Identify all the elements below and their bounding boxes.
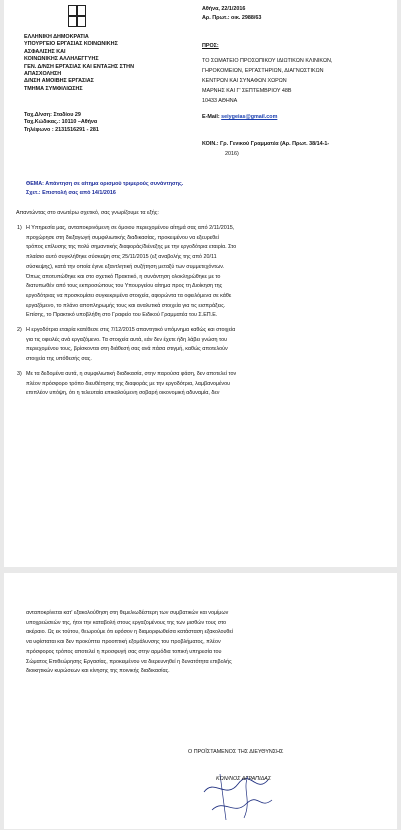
paragraph-line: διοικητικών κυρώσεων και κίνησης της ποινικής διαδικασίας. [26,668,170,675]
email-line [202,114,277,121]
paragraph-line: για τις οφειλές ανά εργαζόμενο. Τα στοιχεία αυτά, εάν δεν έχετε ήδη λάβει γνώση του [26,336,228,343]
numbered-paragraph-1 [17,224,378,321]
issuer-line: ΚΟΙΝΩΝΙΚΗΣ ΑΛΛΗΛΕΓΓΥΗΣ [24,56,99,63]
paragraph-number: 2) [17,327,22,333]
document-page-1 [4,0,397,567]
contact-line: Ταχ.Δ/νση: Σταδίου 29 [24,112,81,118]
contact-block [24,112,194,134]
contact-line: Ταχ.Κώδικας.: 10110 –Αθήνα [24,119,98,126]
paragraph-line: υποχρεώσεών της, ήτοι την καταβολή στους εργαζομένους της των μισθών τους στο [26,619,227,626]
paragraph-line: ανταποκρίνεται κατ' εξακολούθηση στη θεμελιωδέστερη των συμβατικών και νομίμων [26,610,229,616]
recipient-line: ΤΟ ΣΩΜΑΤΕΙΟ ΠΡΟΣΩΠΙΚΟΥ ΙΔΙΩΤΙΚΩΝ ΚΛΙΝΙΚΩΝ, [202,58,333,64]
paragraph-line: τρόπος επίλυσης της πολύ σημαντικής διαφοράς/διένεξης με την εργοδότρια εταιρία. Στο [26,244,237,251]
paragraph-line: Η εργοδότρια εταιρία κατέθεσε στις 7/12/2015 απαντητικό υπόμνημα καθώς και στοιχεία [26,327,236,333]
recipient-block [202,56,390,106]
issuer-line: ΕΛΛΗΝΙΚΗ ΔΗΜΟΚΡΑΤΙΑ [24,34,89,40]
paragraph-line: πλέον πρόσφορο τρόπο διευθέτησης της διαφοράς με την εργοδότρια, λαμβανομένου [26,380,231,387]
recipient-line: ΜΑΡΝΗΣ ΚΑΙ Γ' ΣΕΠΤΕΜΒΡΙΟΥ 48Β [202,88,292,94]
issuer-line: ΓΕΝ. Δ/ΝΣΗ ΕΡΓΑΣΙΑΣ ΚΑΙ ΕΝΤΑΞΗΣ ΣΤΗΝ [24,63,134,70]
issuer-line: ΥΠΟΥΡΓΕΙΟ ΕΡΓΑΣΙΑΣ ΚΟΙΝΩΝΙΚΗΣ [24,41,118,48]
copy-to-line: ΚΟΙΝ.: Γρ. Γενικού Γραμματέα (Αρ. Πρωτ. 38/14-1- [202,141,330,147]
signatory-title: Ο ΠΡΟΪΣΤΑΜΕΝΟΣ ΤΗΣ ΔΙΕΥΘΥΝΣΗΣ [188,749,284,755]
recipient-line: ΚΕΝΤΡΩΝ ΚΑΙ ΣΥΝΑΦΩΝ ΧΩΡΩΝ [202,78,287,84]
continuation-paragraph [26,609,378,677]
date-line: Αθήνα, 22/1/2016 [202,6,246,12]
paragraph-line: Όπως αποτυπώθηκε και στο σχετικό Πρακτικό, η συνάντηση ολοκληρώθηκε με το [26,273,221,280]
recipient-line: ΓΗΡΟΚΟΜΕΙΩΝ, ΕΡΓΑΣΤΗΡΙΩΝ, ΔΙΑΓΝΩΣΤΙΚΩΝ [202,68,324,74]
paragraph-number: 1) [17,225,22,231]
paragraph-line: να υφίσταται και δεν προκύπτει προοπτική εξομάλυνσης του προβλήματος, πλέον [26,639,221,646]
paragraph-line: σύσκεψης), κατά την οποία έγινε εξαντλητική συζήτηση μεταξύ των συμμετεχόντων. [26,263,225,270]
recipient-line: 10433 ΑΘΗΝΑ [202,98,238,104]
email-link[interactable]: seiygeias@gmail.com [221,114,278,120]
paragraph-line: επιπλέον υπόψη, ότι η τελευταία επικαλούμενη σοβαρή οικονομική αδυναμία, δεν [26,390,220,397]
numbered-paragraph-3 [17,370,378,399]
protocol-number: Αρ. Πρωτ.: οικ. 2988/63 [202,15,262,21]
paragraph-line: πλαίσιο αυτό συγκλήθηκε σύσκεψη στις 25/11/2015 (εξ αναβολής της από 20/11 [26,254,217,261]
subject-line: ΘΕΜΑ: Απάντηση σε αίτημα ορισμού τριμερούς συνάντησης. [26,181,184,187]
reference-line: Σχετ.: Επιστολή σας από 14/1/2016 [26,190,116,196]
issuer-line: ΑΠΑΣΧΟΛΗΣΗ [24,71,62,78]
paragraph-line: διατυπωθέν από τους εκπροσώπους του Υπουργείου αίτημα προς τη Διοίκηση της [26,283,223,290]
paragraph-line: Η Υπηρεσία μας, ανταποκρινόμενη σε όμοιου περιεχομένου αίτημά σας από 2/11/2015, [26,225,235,231]
copy-to-line: 2016) [225,151,239,157]
paragraph-line: Με τα δεδομένα αυτά, η συμφιλιωτική διαδικασία, στην παρούσα φάση, δεν αποτελεί τον [26,371,237,377]
copy-to-block [202,139,329,159]
paragraph-line: εργαζόμενο, το πλάνο αποπληρωμής τους και αναλυτικά στοιχεία για τις εισπράξεις. [26,302,226,309]
paragraph-line: πρόσφορος τρόπος αποτελεί η προσφυγή σας στην αρμόδια τοπική υπηρεσία του [26,648,222,655]
paragraph-line: Σώματος Επιθεώρησης Εργασίας, προκειμένου να διερευνηθεί η δυνατότητα επιβολής [26,658,232,665]
issuer-block [24,34,194,93]
paragraph-line: προχώρησε στη διεξαγωγή συμφιλιωτικής διαδικασίας, προκειμένου να εξευρεθεί [26,234,219,241]
document-page-2 [4,573,397,829]
paragraph-line: Επίσης, το Πρακτικό υποβλήθη στο Γραφείο του Ειδικού Γραμματέα του Σ.ΕΠ.Ε. [26,312,218,319]
greek-coat-of-arms-icon [68,5,86,27]
intro-line: Απαντώντας στο ανωτέρω σχετικό, σας γνωρίζουμε τα εξής: [16,210,159,216]
numbered-paragraph-2 [17,326,378,365]
contact-line: Τηλέφωνο : 2131516291 - 281 [24,126,99,133]
recipient-label: ΠΡΟΣ: [202,43,219,49]
paragraph-line: στοιχεία της υπόθεσής σας. [26,356,92,363]
signatory-name: ΚΩΝ/ΝΟΣ ΑΓΡΑΠΙΔΑΣ [216,776,272,782]
paragraph-line: περιεχομένου τους, βρίσκονται στη διάθεσή σας ανά πάσα στιγμή, καθώς αποτελούν [26,346,228,353]
paragraph-line: ακέραιο. Ως εκ τούτου, θεωρούμε ότι εφόσον η διαμορφωθείσα κατάσταση εξακολουθεί [26,629,234,636]
email-label: E-Mail: [202,114,222,120]
issuer-line: ΑΣΦΑΛΙΣΗΣ ΚΑΙ [24,48,66,55]
paragraph-line: εργοδότριας να προσκομίσει συγκεκριμένα στοιχεία, αφορώντα τα οφειλόμενα σε κάθε [26,292,232,299]
paragraph-number: 3) [17,371,22,377]
issuer-line: Δ/ΝΣΗ ΑΜΟΙΒΗΣ ΕΡΓΑΣΙΑΣ [24,78,94,85]
issuer-line: ΤΜΗΜΑ ΣΥΜΦΙΛΙΩΣΗΣ [24,85,83,92]
